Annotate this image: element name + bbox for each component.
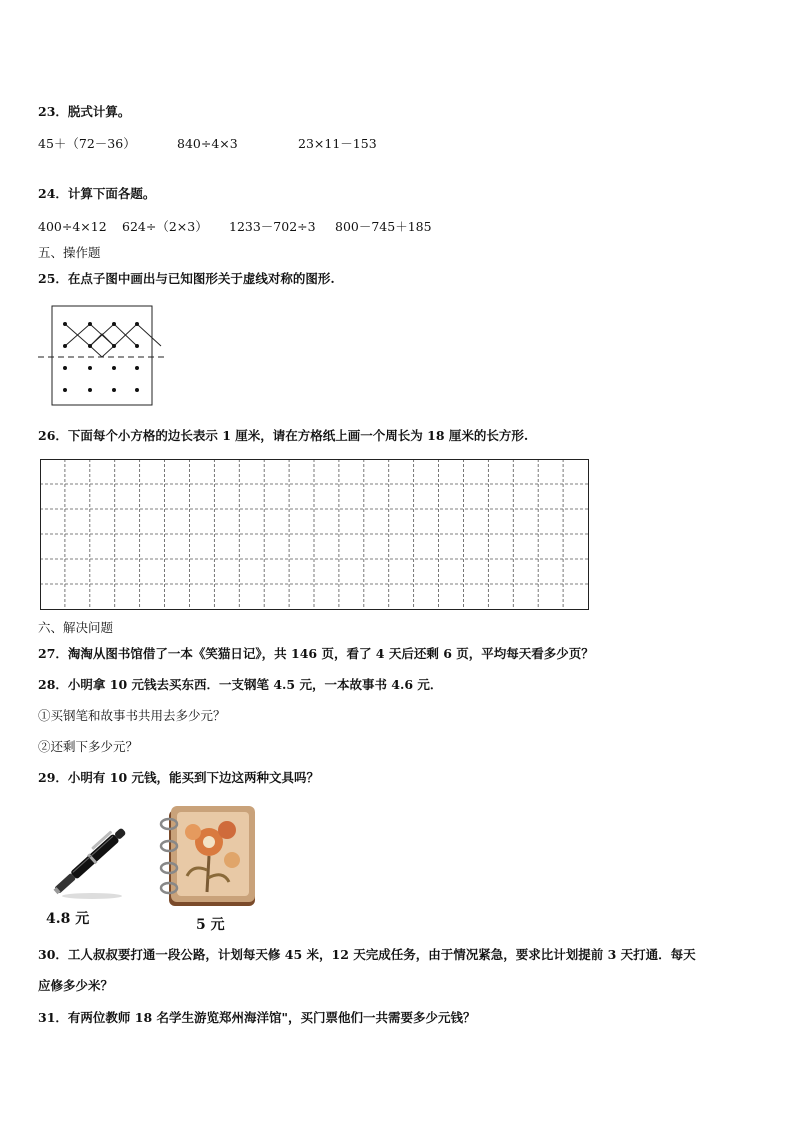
q24-expr-2: 624÷（2×3）: [122, 219, 208, 234]
q25-title: 25．在点子图中画出与已知图形关于虚线对称的图形.: [38, 271, 335, 286]
dot-grid-figure: [38, 305, 170, 407]
q30-line-1: 30．工人叔叔要打通一段公路，计划每天修 45 米，12 天完成任务，由于情况紧急，要求比计划提前 3 天打通．每天: [38, 947, 696, 962]
q28-sub1: ①买钢笔和故事书共用去多少元？: [38, 708, 226, 723]
notebook-image: [157, 800, 263, 912]
q24-title: 24．计算下面各题。: [38, 186, 156, 201]
q26-title: 26．下面每个小方格的边长表示 1 厘米，请在方格纸上画一个周长为 18 厘米的长方形.: [38, 428, 529, 443]
q28-sub2: ②还剩下多少元？: [38, 739, 139, 754]
q23-title: 23．脱式计算。: [38, 104, 131, 119]
section-5-heading: 五、操作题: [38, 245, 101, 260]
q31-text: 31．有两位教师 18 名学生游览郑州海洋馆"，买门票他们一共需要多少元钱？: [38, 1010, 476, 1025]
q23-expr-3: 23×11－153: [298, 136, 377, 151]
q24-expr-4: 800－745＋185: [335, 219, 432, 234]
q28-title: 28．小明拿 10 元钱去买东西．一支钢笔 4.5 元，一本故事书 4.6 元．: [38, 677, 443, 692]
q24-expr-3: 1233－702÷3: [229, 219, 316, 234]
pen-image: [44, 810, 144, 905]
q23-expr-2: 840÷4×3: [177, 136, 238, 151]
q29-title: 29．小明有 10 元钱，能买到下边这两种文具吗？: [38, 770, 319, 785]
q27-text: 27．淘淘从图书馆借了一本《笑猫日记》，共 146 页，看了 4 天后还剩 6 页，平均每天看多少页？: [38, 646, 594, 661]
q24-expr-1: 400÷4×12: [38, 219, 107, 234]
section-6-heading: 六、解决问题: [38, 620, 114, 635]
pen-price: 4.8 元: [46, 911, 90, 927]
notebook-price: 5 元: [196, 917, 225, 933]
grid-paper: [40, 459, 589, 610]
q23-expr-1: 45＋（72－36）: [38, 136, 136, 151]
q30-line-2: 应修多少米？: [38, 978, 114, 993]
